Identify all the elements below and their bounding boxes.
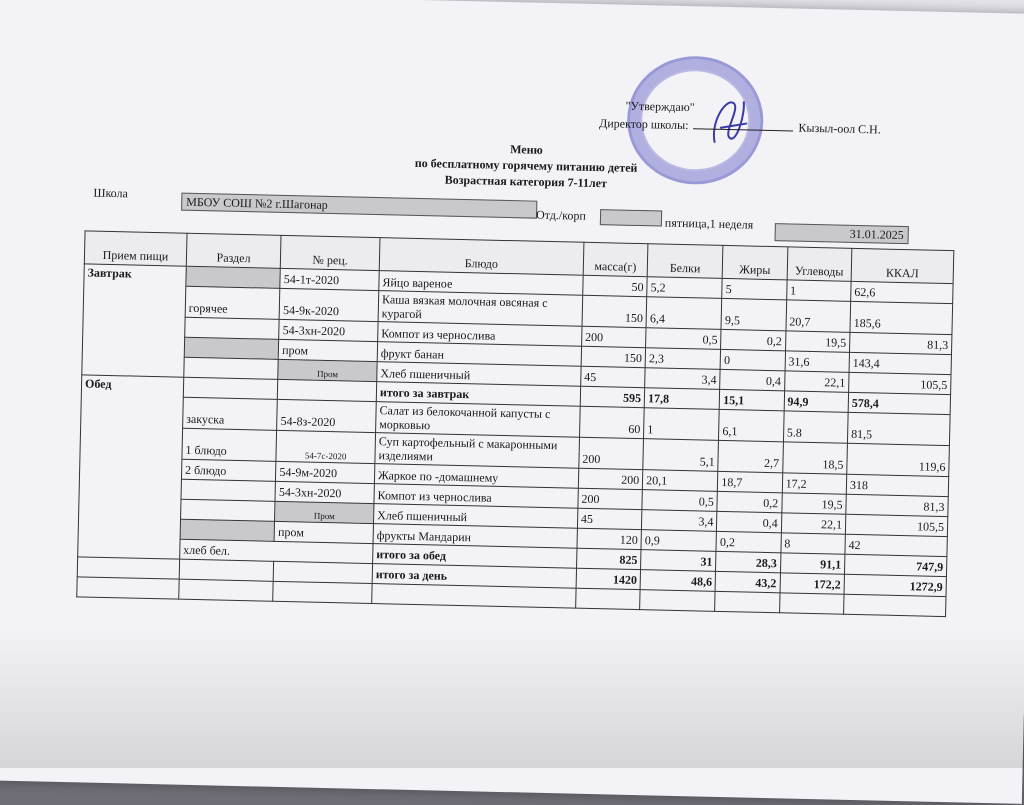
- kcal-cell: 578,4: [848, 392, 950, 414]
- age-category: Возрастная категория 7-11лет: [444, 172, 608, 191]
- section-cell: 1 блюдо: [182, 428, 277, 461]
- fat-cell: 28,3: [716, 551, 781, 572]
- section-cell: [180, 519, 275, 541]
- fat-cell: 0,4: [720, 369, 785, 390]
- menu-subtitle: по бесплатному горячему питанию детей: [414, 155, 638, 175]
- empty-cell: [273, 581, 372, 603]
- section-cell: горячее: [185, 286, 280, 319]
- section-cell: закуска: [183, 397, 278, 430]
- col-meal: Прием пищи: [84, 231, 187, 266]
- carbs-cell: 8: [781, 533, 846, 554]
- approve-label: "Утверждаю": [625, 98, 695, 115]
- dish-cell: Компот из чернослива: [374, 484, 578, 509]
- section-cell: [180, 499, 275, 521]
- empty-cell: [844, 594, 946, 616]
- carbs-cell: 22,1: [784, 371, 849, 392]
- mass-cell: 120: [577, 528, 642, 549]
- date-value: 31.01.2025: [775, 223, 909, 244]
- fat-cell: 0: [720, 349, 785, 370]
- total-label: итого за завтрак: [376, 382, 580, 407]
- kcal-cell: 318: [846, 474, 948, 496]
- protein-cell: 3,4: [642, 510, 718, 532]
- kcal-cell: 1272,9: [844, 574, 946, 596]
- mass-cell: 45: [580, 366, 645, 387]
- col-protein: Белки: [647, 244, 723, 279]
- protein-cell: 1: [644, 408, 720, 441]
- dish-cell: Жаркое по -домашнему: [374, 464, 578, 489]
- mass-cell: 60: [579, 406, 644, 438]
- director-name: Кызыл-оол С.Н.: [798, 120, 881, 137]
- protein-cell: 3,4: [645, 368, 721, 390]
- col-kcal: ККАЛ: [851, 248, 954, 283]
- kcal-cell: 81,3: [846, 494, 948, 516]
- fat-cell: 15,1: [719, 389, 784, 410]
- kcal-cell: 747,9: [844, 554, 946, 576]
- kcal-cell: 185,6: [850, 301, 953, 334]
- carbs-cell: 91,1: [780, 553, 845, 574]
- mass-cell: 200: [578, 488, 643, 509]
- dish-cell: Компот из чернослива: [378, 322, 582, 347]
- protein-cell: 6,4: [646, 297, 722, 330]
- carbs-cell: 19,5: [785, 331, 850, 352]
- empty-cell: [372, 584, 576, 609]
- mass-cell: 150: [582, 295, 647, 327]
- signature-line: [693, 128, 793, 131]
- mass-cell: 200: [581, 326, 646, 347]
- col-section: Раздел: [186, 233, 281, 268]
- recipe-cell: 54-3хн-2020: [279, 319, 378, 341]
- col-carbs: Углеводы: [787, 247, 852, 281]
- total-label: итого за обед: [373, 544, 577, 569]
- recipe-cell: 54-9м-2020: [276, 461, 375, 483]
- empty-cell: [77, 557, 179, 579]
- day-label: пятница,1 неделя: [664, 215, 754, 232]
- dish-cell: Салат из белокочанной капусты с морковью: [376, 402, 580, 438]
- recipe-cell: пром: [279, 339, 378, 361]
- protein-cell: 5,2: [647, 277, 723, 299]
- carbs-cell: 17,2: [782, 473, 847, 494]
- carbs-cell: 1: [786, 280, 851, 301]
- fat-cell: 9,5: [721, 298, 786, 330]
- kcal-cell: 81,5: [847, 412, 950, 445]
- empty-cell: [179, 579, 274, 601]
- menu-title: Меню: [510, 142, 543, 157]
- section-cell: [181, 479, 276, 501]
- section-cell: [185, 317, 280, 339]
- protein-cell: 48,6: [640, 570, 716, 592]
- dish-cell: Суп картофельный с макаронными изделиями: [375, 433, 579, 469]
- protein-cell: 0,9: [641, 530, 717, 552]
- meal-breakfast: Завтрак: [82, 264, 186, 377]
- director-label: Директор школы:: [598, 116, 689, 133]
- empty-cell: [779, 593, 844, 614]
- fat-cell: 6,1: [719, 409, 784, 441]
- dish-cell: фрукт банан: [377, 342, 581, 367]
- carbs-cell: 94,9: [784, 391, 849, 412]
- meal-lunch: Обед: [78, 375, 184, 559]
- photo-shadow: [0, 628, 1024, 768]
- mass-cell: 200: [578, 468, 643, 489]
- empty-cell: [273, 561, 372, 583]
- kcal-cell: 143,4: [849, 352, 951, 374]
- bread-label: хлеб бел.: [180, 539, 373, 563]
- school-name: МБОУ СОШ №2 г.Шагонар: [181, 193, 537, 219]
- carbs-cell: 19,5: [781, 493, 846, 514]
- recipe-cell: Пром: [278, 359, 377, 381]
- recipe-cell: Пром: [275, 501, 374, 523]
- mass-cell: 825: [576, 548, 641, 569]
- school-label: Школа: [93, 185, 129, 201]
- recipe-cell: 54-3хн-2020: [275, 481, 374, 503]
- empty-cell: [640, 590, 716, 612]
- fat-cell: 0,2: [716, 531, 781, 552]
- recipe-cell: 54-7с-2020: [276, 430, 375, 463]
- fat-cell: 18,7: [718, 471, 783, 492]
- empty-cell: [715, 591, 780, 612]
- protein-cell: 0,5: [646, 328, 722, 350]
- kcal-cell: 105,5: [845, 514, 947, 536]
- dish-cell: Яйцо вареное: [379, 271, 583, 296]
- kcal-cell: 105,5: [849, 372, 951, 394]
- empty-cell: [77, 577, 179, 599]
- col-mass: масса(г): [583, 242, 648, 276]
- section-cell: [184, 337, 279, 359]
- dish-cell: Хлеб пшеничный: [373, 504, 577, 529]
- carbs-cell: 20,7: [786, 300, 851, 332]
- fat-cell: 0,4: [717, 511, 782, 532]
- fat-cell: 5: [722, 278, 787, 299]
- kcal-cell: 42: [845, 534, 947, 556]
- dept-label: Отд./корп: [535, 207, 587, 223]
- protein-cell: 31: [641, 550, 717, 572]
- empty-cell: [278, 379, 377, 401]
- col-fat: Жиры: [722, 245, 787, 279]
- section-cell: [186, 266, 281, 288]
- protein-cell: 0,5: [642, 490, 718, 512]
- empty-cell: [183, 377, 278, 399]
- dish-cell: Хлеб пшеничный: [377, 362, 581, 387]
- mass-cell: 150: [581, 346, 646, 367]
- protein-cell: 20,1: [643, 470, 719, 492]
- fat-cell: 0,2: [717, 491, 782, 512]
- dish-cell: Каша вязкая молочная овсяная с курагой: [378, 291, 582, 327]
- empty-cell: [179, 559, 274, 581]
- mass-cell: 595: [580, 386, 645, 407]
- protein-cell: 17,8: [644, 388, 720, 410]
- carbs-cell: 18,5: [782, 442, 847, 474]
- protein-cell: 2,3: [645, 348, 721, 370]
- total-label: итого за день: [372, 564, 576, 589]
- protein-cell: 5,1: [643, 439, 719, 472]
- recipe-cell: пром: [274, 521, 373, 543]
- mass-cell: 200: [579, 437, 644, 469]
- empty-cell: [575, 588, 640, 609]
- section-cell: 2 блюдо: [181, 459, 276, 481]
- dish-cell: фрукты Мандарин: [373, 524, 577, 549]
- carbs-cell: 172,2: [780, 573, 845, 594]
- mass-cell: 50: [583, 275, 648, 296]
- col-dish: Блюдо: [379, 238, 584, 276]
- kcal-cell: 81,3: [850, 332, 952, 354]
- fat-cell: 0,2: [721, 329, 786, 350]
- carbs-cell: 5.8: [783, 411, 848, 443]
- fat-cell: 2,7: [718, 440, 783, 472]
- mass-cell: 45: [577, 508, 642, 529]
- recipe-cell: 54-1т-2020: [280, 268, 379, 290]
- recipe-cell: 54-8з-2020: [277, 399, 376, 432]
- carbs-cell: 22,1: [781, 513, 846, 534]
- carbs-cell: 31,6: [785, 351, 850, 372]
- col-recipe: № рец.: [281, 235, 380, 270]
- fat-cell: 43,2: [715, 571, 780, 592]
- kcal-cell: 62,6: [851, 281, 953, 303]
- mass-cell: 1420: [576, 568, 641, 589]
- kcal-cell: 119,6: [847, 443, 950, 476]
- section-cell: [184, 357, 279, 379]
- recipe-cell: 54-9к-2020: [279, 288, 378, 321]
- menu-table: [76, 230, 954, 617]
- dept-box: [600, 209, 662, 226]
